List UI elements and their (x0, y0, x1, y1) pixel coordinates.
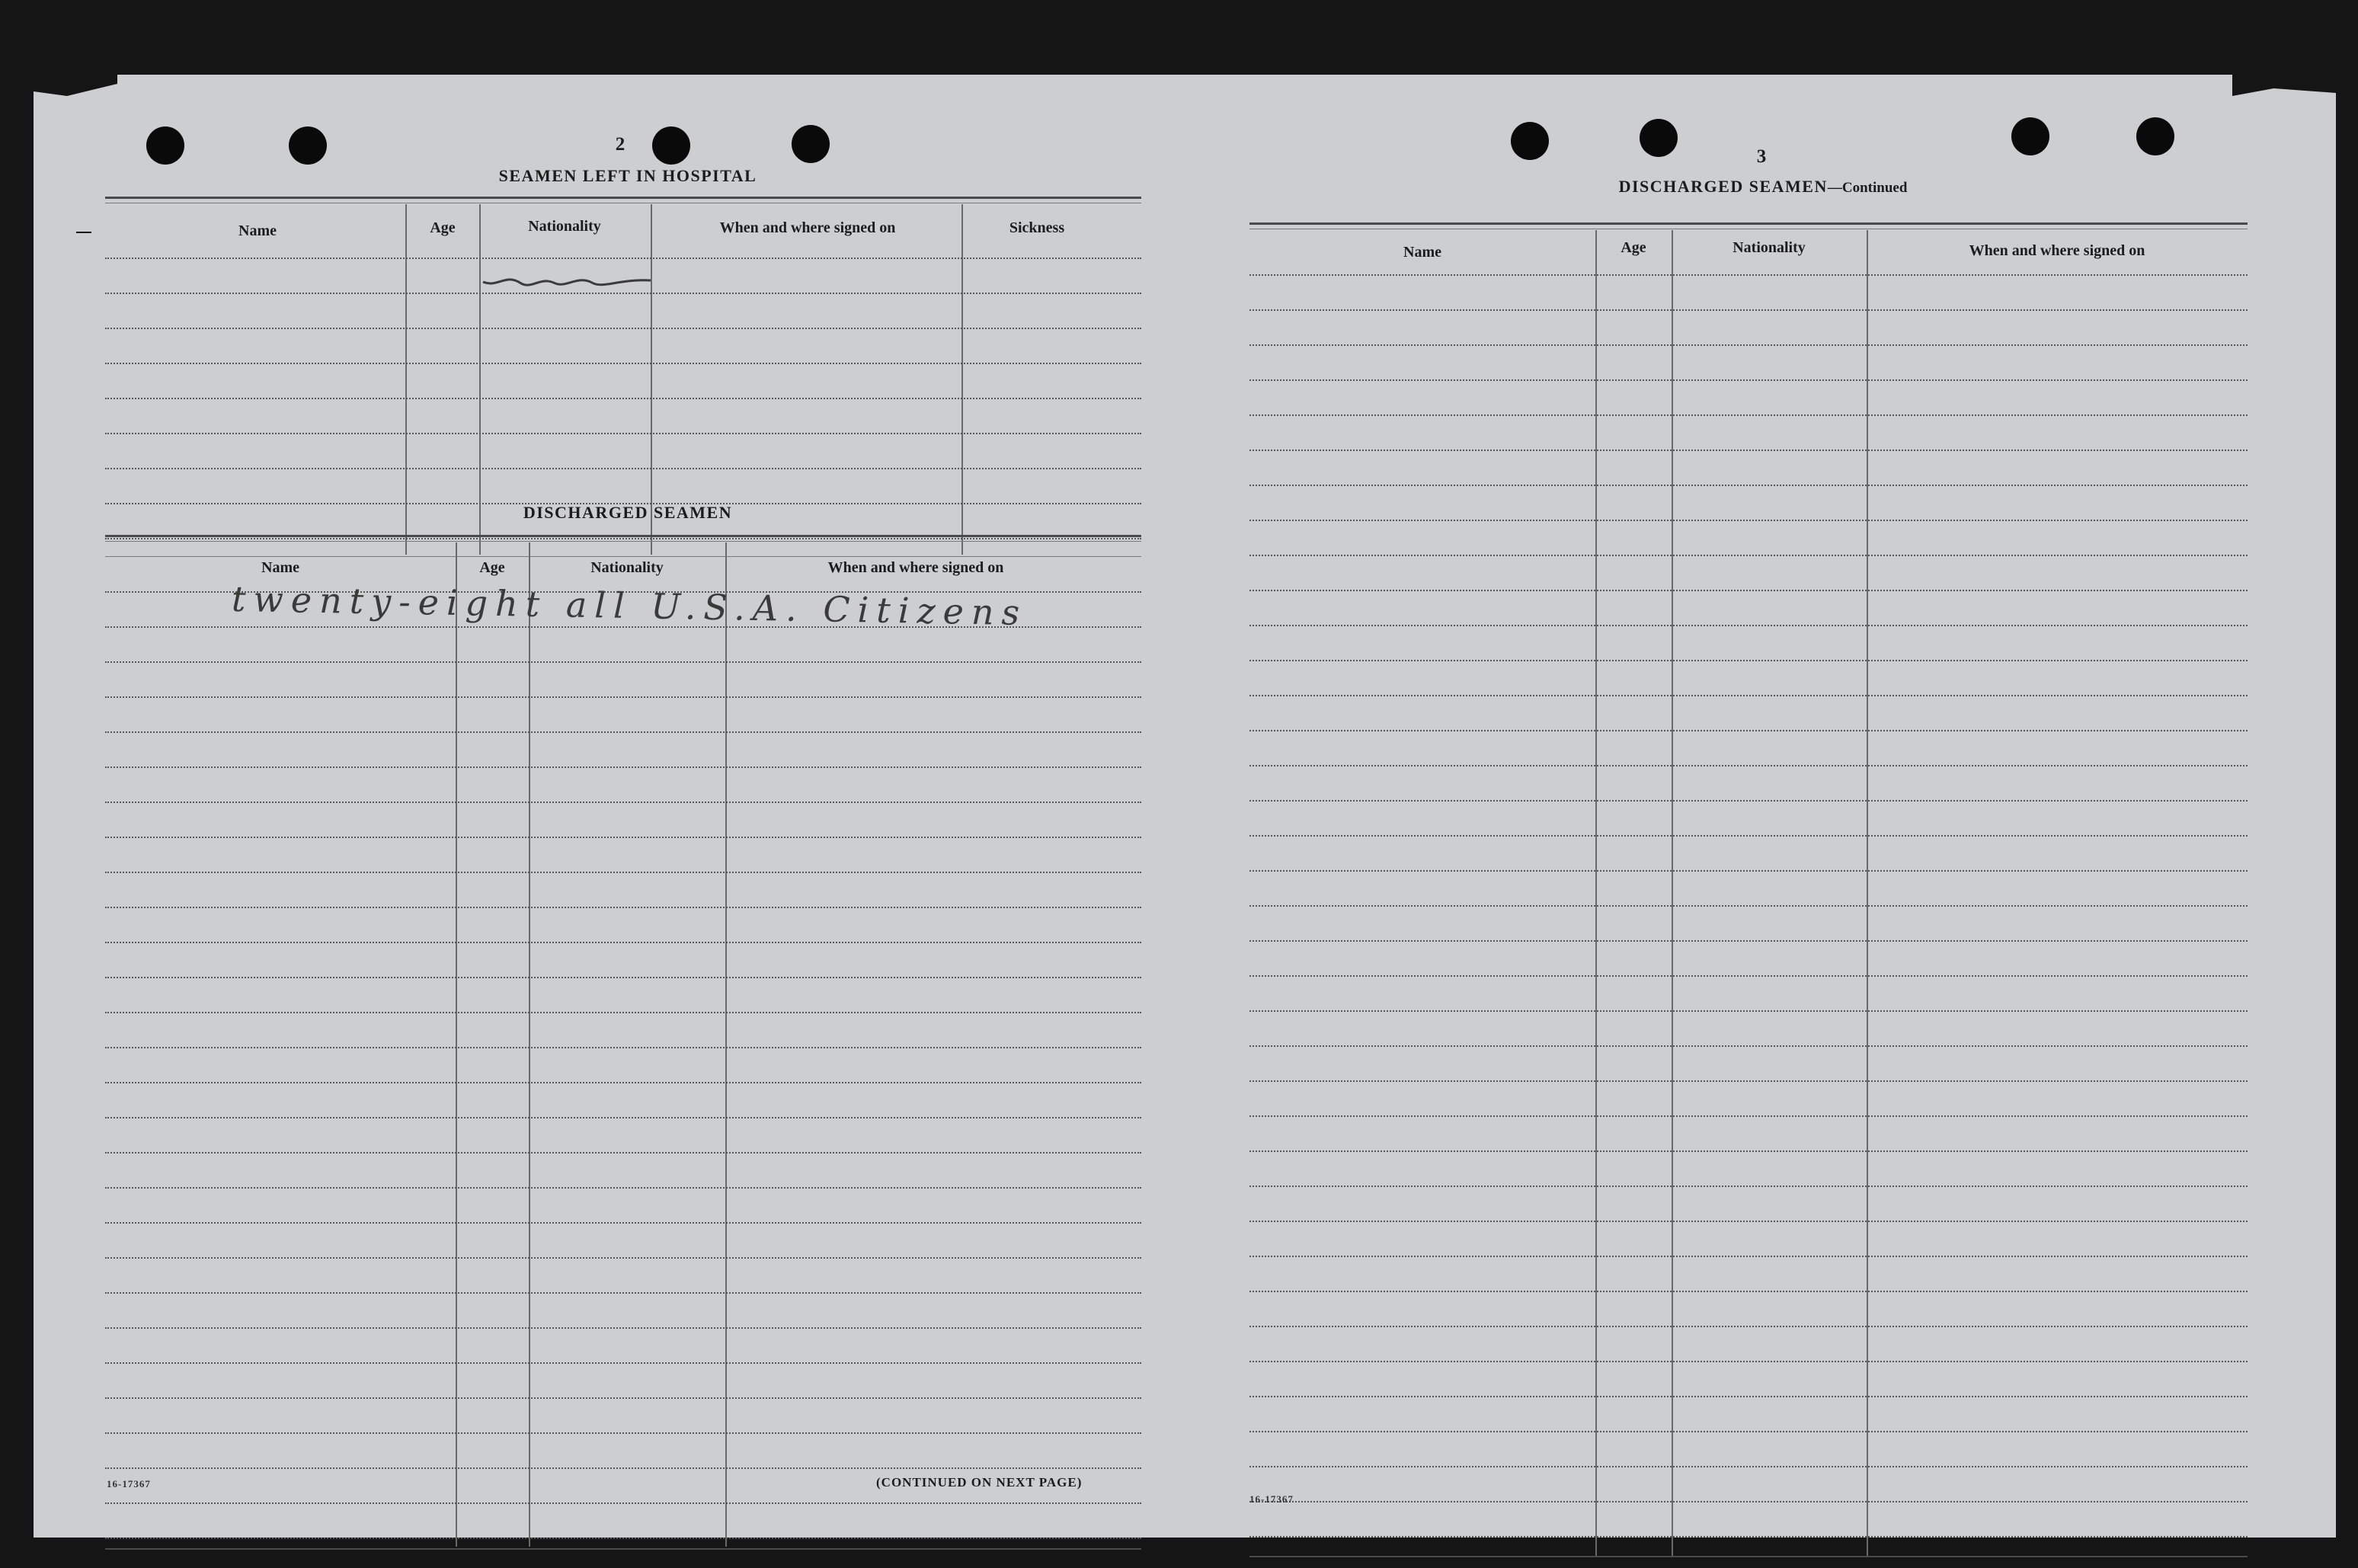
table-row (1249, 590, 2248, 591)
table-row (1249, 485, 2248, 486)
table-row (105, 872, 1141, 873)
column-header-nationality: Nationality (1733, 239, 1806, 256)
column-header-age: Age (430, 219, 456, 236)
table-row (1249, 520, 2248, 521)
table-row (1249, 1080, 2248, 1082)
table-row (1249, 1045, 2248, 1047)
table-row (1249, 730, 2248, 731)
table-row (1249, 344, 2248, 346)
column-header-age: Age (1621, 239, 1646, 256)
page-number: 2 (615, 134, 625, 155)
table-row (105, 433, 1141, 434)
table-row (105, 468, 1141, 469)
column-header-name: Name (238, 222, 277, 239)
table-row (105, 1257, 1141, 1259)
table-row (1249, 1221, 2248, 1222)
table-row (1249, 870, 2248, 872)
table-row (1249, 1466, 2248, 1467)
table-row (1249, 1361, 2248, 1362)
table-row (105, 1187, 1141, 1189)
table-row (1249, 905, 2248, 907)
table-row (1249, 835, 2248, 837)
table-row (105, 977, 1141, 978)
table-row (1249, 1501, 2248, 1502)
table-row (105, 1538, 1141, 1539)
table-row (1249, 414, 2248, 416)
table-row (1249, 940, 2248, 942)
table-row (105, 731, 1141, 733)
column-header-age: Age (479, 559, 505, 576)
page-number: 3 (1756, 146, 1767, 167)
discharged-section-title: DISCHARGED SEAMEN (523, 503, 733, 522)
table-row (105, 1362, 1141, 1364)
margin-mark (76, 232, 91, 233)
table-row (105, 1012, 1141, 1013)
table-row (1249, 1326, 2248, 1327)
table-row (1249, 660, 2248, 661)
column-header-signed-on: When and where signed on (719, 219, 896, 236)
table-row (1249, 1291, 2248, 1292)
table-row (105, 1117, 1141, 1118)
table-row (105, 1082, 1141, 1083)
column-header-signed-on: When and where signed on (1969, 242, 2145, 259)
table-row (105, 1432, 1141, 1434)
form-number: 16-17367 (1249, 1493, 1294, 1505)
table-row (105, 907, 1141, 908)
table-row (1249, 695, 2248, 696)
table-row (1249, 625, 2248, 626)
column-header-name: Name (261, 559, 299, 576)
table-row (105, 1047, 1141, 1048)
table-row (105, 1467, 1141, 1469)
table-row (1249, 450, 2248, 451)
table-row (1249, 1186, 2248, 1187)
table-row (1249, 1010, 2248, 1012)
table-row (105, 837, 1141, 838)
table-row (105, 328, 1141, 329)
table-row (105, 1502, 1141, 1504)
punch-hole (146, 126, 184, 165)
column-header-sickness: Sickness (1009, 219, 1065, 236)
punch-hole (652, 126, 690, 165)
discharged-continued-title: DISCHARGED SEAMEN—Continued (1618, 177, 1908, 196)
punch-hole (1511, 122, 1549, 160)
table-row (105, 258, 1141, 259)
column-header-nationality: Nationality (590, 559, 664, 576)
table-row (105, 802, 1141, 803)
punch-hole (1640, 119, 1678, 157)
hospital-section-title: SEAMEN LEFT IN HOSPITAL (498, 166, 757, 185)
table-row (105, 1292, 1141, 1294)
table-row (105, 766, 1141, 768)
table-row (1249, 1115, 2248, 1117)
punch-hole (2136, 117, 2174, 155)
continued-note: (CONTINUED ON NEXT PAGE) (876, 1475, 1083, 1490)
table-row (1249, 1150, 2248, 1152)
table-row (1249, 975, 2248, 977)
punch-hole (289, 126, 327, 165)
table-row (1249, 765, 2248, 766)
column-header-signed-on: When and where signed on (827, 559, 1004, 576)
punch-hole (792, 125, 830, 163)
column-header-nationality: Nationality (528, 218, 601, 235)
table-row (105, 538, 1141, 539)
table-row (1249, 1256, 2248, 1257)
table-row (105, 363, 1141, 364)
handwritten-none (475, 265, 658, 303)
table-row (1249, 274, 2248, 276)
register-sheet (34, 75, 2336, 1538)
table-row (105, 696, 1141, 698)
table-row (105, 1327, 1141, 1329)
table-row (1249, 379, 2248, 381)
table-row (1249, 1396, 2248, 1397)
punch-hole (2011, 117, 2049, 155)
table-row (105, 942, 1141, 943)
table-row (1249, 1431, 2248, 1432)
column-header-name: Name (1403, 244, 1441, 261)
table-row (1249, 800, 2248, 802)
table-row (105, 1222, 1141, 1224)
table-row (105, 398, 1141, 399)
table-row (105, 661, 1141, 663)
table-row (1249, 555, 2248, 556)
table-row (105, 1397, 1141, 1399)
table-row (1249, 309, 2248, 311)
table-row (105, 1152, 1141, 1154)
handwritten-entry: twenty-eight all U.S.A. Citizens (231, 578, 1028, 634)
form-number: 16-17367 (107, 1478, 151, 1490)
table-row (1249, 1536, 2248, 1538)
